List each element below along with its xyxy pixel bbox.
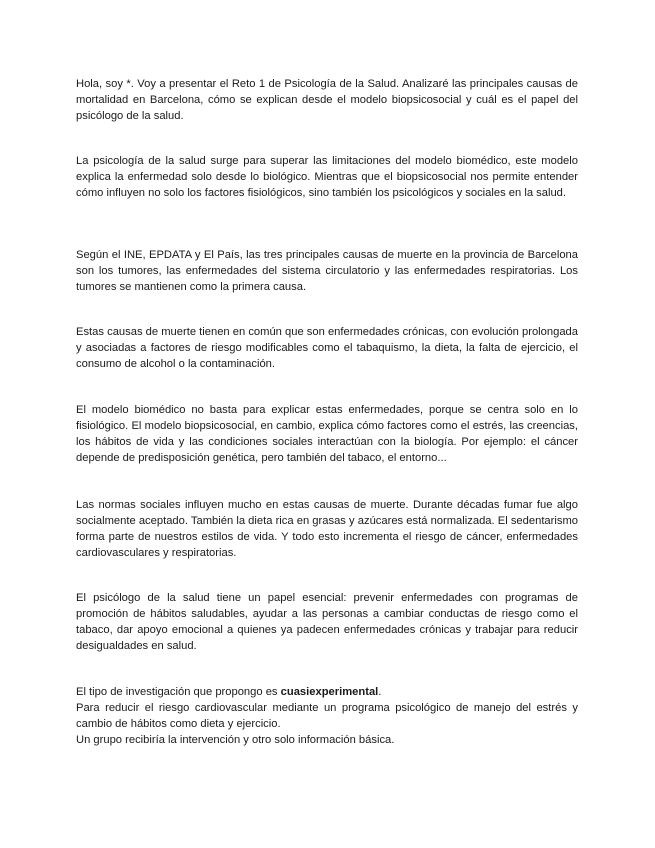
research-objective-line: Para reducir el riesgo cardiovascular mediante un programa psicológico de manejo del estrés y cambio de hábitos como dieta y ejercicio. — [76, 702, 578, 730]
paragraph-psychologist-role: El psicólogo de la salud tiene un papel esencial: prevenir enfermedades con programas de promoción de hábitos saludables, ayudar a las personas a cambiar conductas de riesgo como el tabaco, dar apoyo emocional a quienes ya padecen enfermedades crónicas y trabajar para reducir desigualdades en salud. — [76, 592, 578, 652]
paragraph-chronic-diseases: Estas causas de muerte tienen en común que son enfermedades crónicas, con evolución prolongada y asociadas a factores de riesgo modificables como el tabaquismo, la dieta, la falta de ejercicio, el consumo de alcohol o la contaminación. — [76, 326, 578, 370]
paragraph-social-norms: Las normas sociales influyen mucho en estas causas de muerte. Durante décadas fumar fue algo socialmente aceptado. También la dieta rica en grasas y azúcares está normalizada. El sedentarismo forma parte de nuestros estilos de vida. Y todo esto incrementa el riesgo de cáncer, enfermedades cardiovasculares y respiratorias. — [76, 499, 578, 559]
research-type-line — [76, 684, 578, 700]
paragraph-causes-of-death: Según el INE, EPDATA y El País, las tres principales causas de muerte en la provincia de Barcelona son los tumores, las enfermedades del sistema circulatorio y las enfermedades respiratorias. Los tumores se mantienen como la primera causa. — [76, 249, 578, 293]
research-intro-text: El tipo de investigación que propongo es — [76, 686, 281, 698]
paragraph-health-psychology: La psicología de la salud surge para superar las limitaciones del modelo biomédico, este modelo explica la enfermedad solo desde lo biológico. Mientras que el biopsicosocial nos permite entender cómo influyen no solo los factores fisiológicos, sino también los psicológicos y sociales en la salud. — [76, 155, 578, 199]
paragraph-biomedical-model: El modelo biomédico no basta para explicar estas enfermedades, porque se centra solo en lo fisiológico. El modelo biopsicosocial, en cambio, explica cómo factores como el estrés, las creencias, los hábitos de vida y las condiciones sociales interactúan con la biología. Por ejemplo: el cáncer depende de predisposición genética, pero también del tabaco, el entorno... — [76, 404, 578, 464]
research-intro-end: . — [378, 686, 382, 698]
paragraph-research-proposal — [76, 684, 578, 748]
research-groups-line: Un grupo recibiría la intervención y otro solo información básica. — [76, 734, 395, 746]
paragraph-intro: Hola, soy *. Voy a presentar el Reto 1 de Psicología de la Salud. Analizaré las principales causas de mortalidad en Barcelona, cómo se explican desde el modelo biopsicosocial y cuál es el papel del psicólogo de la salud. — [76, 78, 578, 122]
research-design-type: cuasiexperimental — [280, 686, 379, 698]
